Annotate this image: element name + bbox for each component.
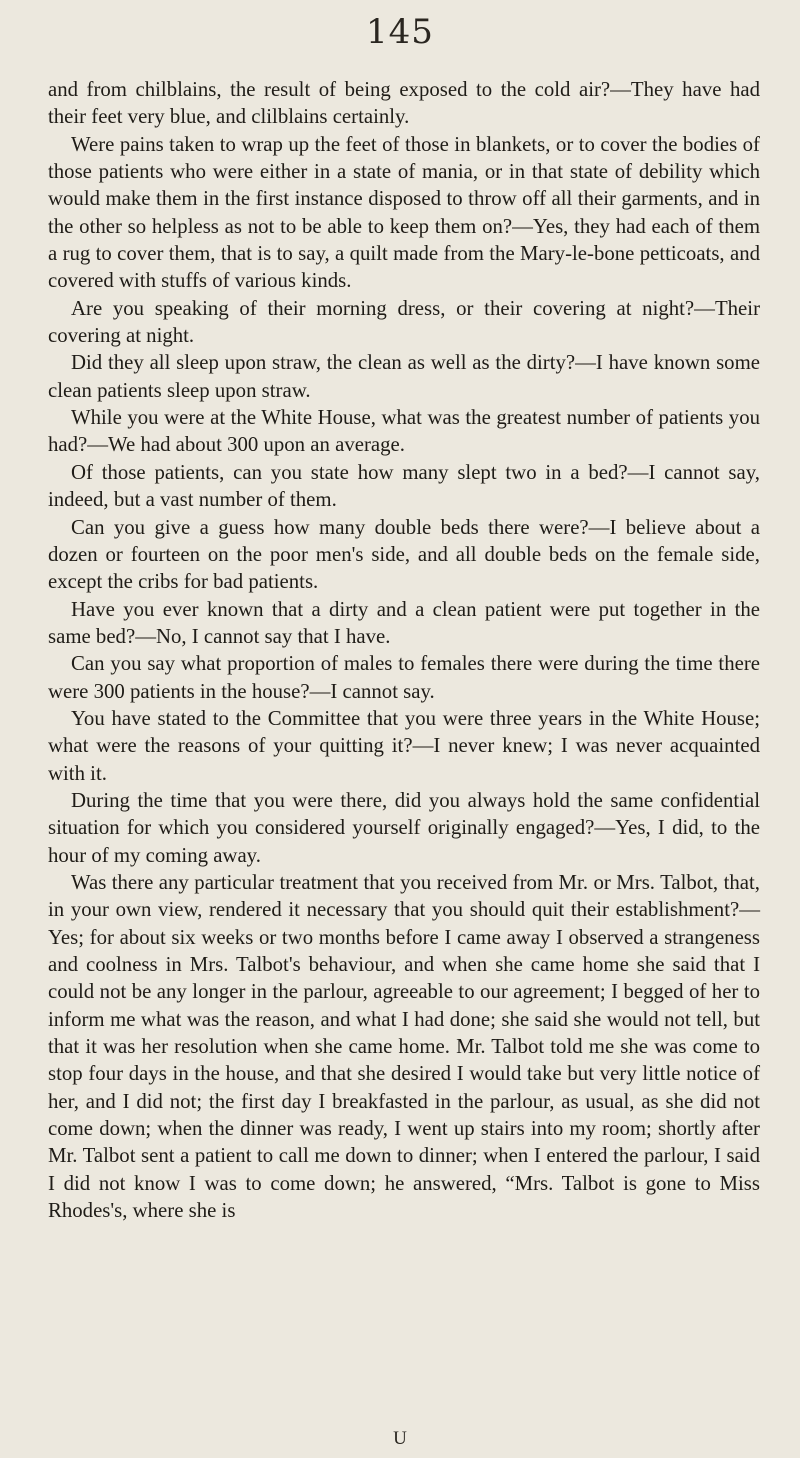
paragraph-continuation: and from chilblains, the result of being exposed to the cold air?—They have had their feet very blue, and clilblains certainly. — [48, 78, 760, 129]
paragraph-question-confidential: During the time that you were there, did you always hold the same confidential situation for which you considered yourself originally engaged?—Yes, I did, to the hour of my coming away. — [48, 788, 760, 867]
paragraph-question-double-beds: Can you give a guess how many double beds there were?—I believe about a dozen or fourteen on the poor men's side, and all double beds on the female side, except the cribs for bad patients. — [48, 515, 760, 594]
paragraph-question-straw: Did they all sleep upon straw, the clean as well as the dirty?—I have known some clean patients sleep upon straw. — [48, 351, 760, 402]
paragraph-question-quitting: You have stated to the Committee that you were three years in the White House; what were the reasons of your quitting it?—I never knew; I was never acquainted with it. — [48, 706, 760, 785]
page-number: 145 — [366, 12, 434, 52]
paragraph-question-treatment: Was there any particular treatment that you received from Mr. or Mrs. Talbot, that, in your own view, rendered it necessary that you should quit their establishment?—Yes; for about six weeks or two months before I came away I observed a strangeness and coolness in Mrs. Talbot's behaviour, and when she came home she said that I could not be any longer in the parlour, agreeable to our agreement; I begged of her to inform me what was the reason, and what I had done; she said she would not tell, but that it was her resolution when she came home. Mr. Talbot told me she was come to stop four days in the house, and that she desired I would take but very little notice of her, and I did not; the first day I breakfasted in the parlour, as usual, as she did not come down; when the dinner was ready, I went up stairs into my room; shortly after Mr. Talbot sent a patient to call me down to dinner; when I entered the parlour, I said I did not know I was to come down; he answered, “Mrs. Talbot is gone to Miss Rhodes's, where she is — [48, 870, 760, 1223]
paragraph-question-greatest-number: While you were at the White House, what was the greatest number of patients you had?—We had about 300 upon an average. — [48, 406, 760, 457]
paragraph-question-dirty-clean: Have you ever known that a dirty and a clean patient were put together in the same bed?—No, I cannot say that I have. — [48, 597, 760, 648]
paragraph-question-morning-dress: Are you speaking of their morning dress, or their covering at night?—Their covering at night. — [48, 296, 760, 348]
body-text — [48, 76, 760, 1224]
paragraph-question-wrapping: Were pains taken to wrap up the feet of those in blankets, or to cover the bodies of those patients who were either in a state of mania, or in that state of debility which would make them in the first instance disposed to throw off all their garments, and in the other so helpless as not to be able to keep them on?—Yes, they had each of them a rug to cover them, that is to say, a quilt made from the Mary-le-bone petticoats, and covered with stuffs of various kinds. — [48, 132, 760, 293]
signature-mark: U — [393, 1428, 407, 1449]
paragraph-question-proportion: Can you say what proportion of males to females there were during the time there were 300 patients in the house?—I cannot say. — [48, 652, 760, 703]
paragraph-question-two-in-bed: Of those patients, can you state how many slept two in a bed?—I cannot say, indeed, but a vast number of them. — [48, 460, 760, 512]
